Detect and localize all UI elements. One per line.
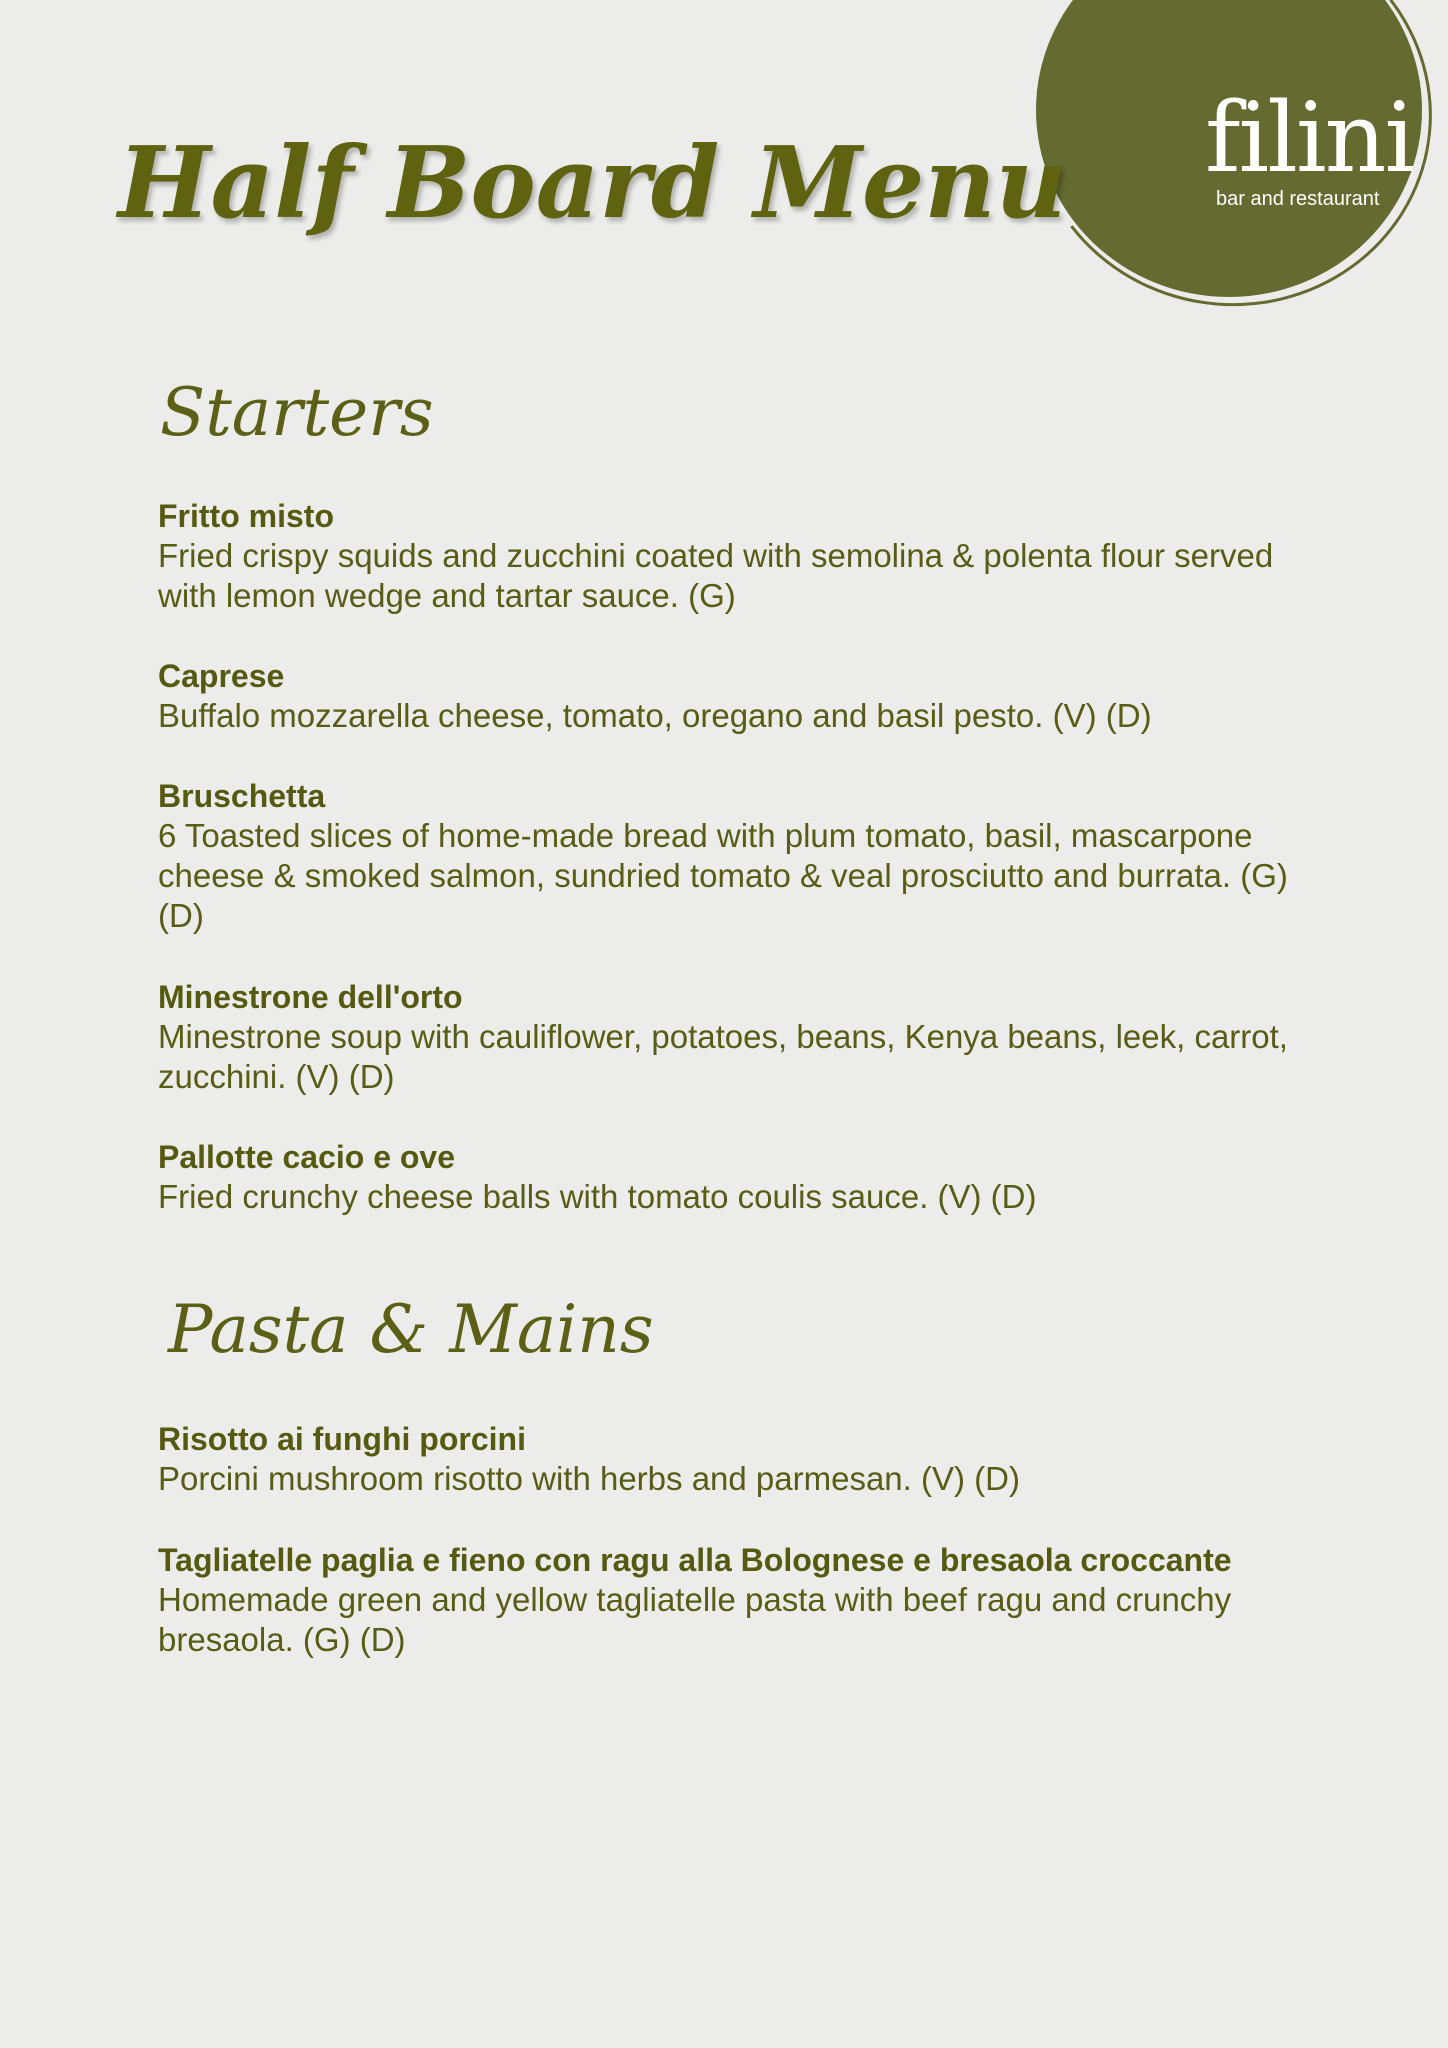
menu-item-name: Bruschetta [158, 778, 326, 814]
logo-wordmark: filini [1205, 82, 1414, 194]
logo-tagline: bar and restaurant [1216, 188, 1380, 210]
menu-item-fritto-misto [158, 496, 1338, 616]
menu-item-bruschetta [158, 776, 1338, 936]
menu-item-name: Risotto ai funghi porcini [158, 1421, 526, 1457]
menu-item-caprese [158, 656, 1338, 736]
page-title: Half Board Menu [118, 126, 1067, 241]
menu-item-description: 6 Toasted slices of home-made bread with plum tomato, basil, mascarpone cheese & smoked salmon, sundried tomato & veal prosciutto and burrata. (G) (D) [158, 817, 1288, 934]
section-heading-pasta-mains: Pasta & Mains [168, 1291, 654, 1368]
menu-item-description: Homemade green and yellow tagliatelle pasta with beef ragu and crunchy bresaola. (G) (D) [158, 1581, 1232, 1658]
menu-item-description: Minestrone soup with cauliflower, potatoes, beans, Kenya beans, leek, carrot, zucchini. (V) (D) [158, 1018, 1288, 1095]
menu-item-name: Tagliatelle paglia e fieno con ragu alla Bolognese e bresaola croccante [158, 1542, 1232, 1578]
menu-item-pallotte [158, 1137, 1338, 1217]
menu-item-tagliatelle [158, 1540, 1338, 1660]
menu-item-description: Fried crispy squids and zucchini coated with semolina & polenta flour served with lemon wedge and tartar sauce. (G) [158, 537, 1274, 614]
section-heading-starters: Starters [160, 374, 434, 451]
menu-item-minestrone [158, 977, 1338, 1097]
menu-item-name: Pallotte cacio e ove [158, 1139, 456, 1175]
menu-item-description: Porcini mushroom risotto with herbs and parmesan. (V) (D) [158, 1460, 1020, 1497]
menu-item-name: Fritto misto [158, 498, 334, 534]
menu-item-description: Buffalo mozzarella cheese, tomato, oregano and basil pesto. (V) (D) [158, 697, 1152, 734]
menu-item-name: Minestrone dell'orto [158, 979, 463, 1015]
menu-item-risotto [158, 1419, 1338, 1499]
menu-item-description: Fried crunchy cheese balls with tomato coulis sauce. (V) (D) [158, 1178, 1037, 1215]
menu-item-name: Caprese [158, 658, 285, 694]
